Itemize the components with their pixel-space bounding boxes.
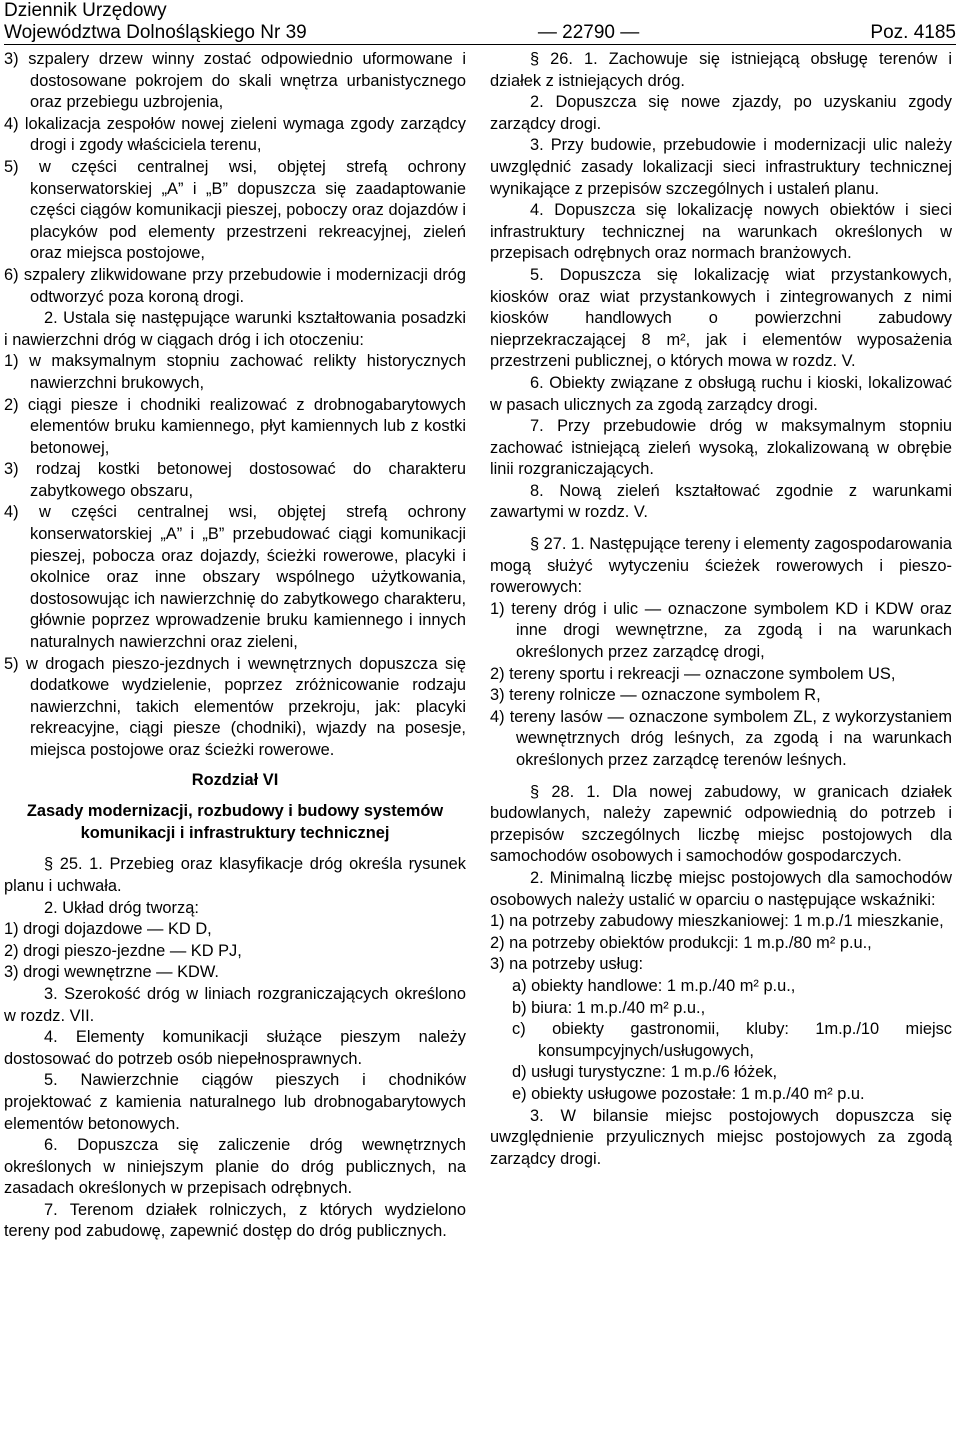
list-item: 2) drogi pieszo-jezdne — KD PJ, <box>4 941 242 960</box>
paragraph: 3. Szerokość dróg w liniach rozgraniczających określono w rozdz. VII. <box>4 984 466 1025</box>
paragraph: 7. Terenom działek rolniczych, z których wydzielono tereny pod zabudowę, zapewnić dostęp do dróg publicznych. <box>4 1200 466 1241</box>
paragraph: 7. Przy przebudowie dróg w maksymalnym stopniu zachować istniejącą zieleń wysoką, zlokalizowaną w obrębie linii rozgraniczających. <box>490 417 952 479</box>
list-item: 4) lokalizacja zespołów nowej zieleni wymaga zgody zarządcy drogi i zgody właściciela terenu, <box>4 114 466 155</box>
list-item: 3) rodzaj kostki betonowej dostosować do charakteru zabytkowego obszaru, <box>4 460 466 500</box>
paragraph: 2. Minimalną liczbę miejsc postojowych dla samochodów osobowych należy ustalić w oparciu o następujące wskaźniki: <box>490 868 952 909</box>
list-item: 5) w drogach pieszo-jezdnych i wewnętrznych dopuszcza się dodatkowe wydzielenie, poprzez zróżnicowanie rodzaju nawierzchni, takich elementów przekroju, jak: placyki rekreacyjne, ciągi piesze (chodniki), wjazdy na posesje, miejsca postojowe oraz ścieżki rowerowe. <box>4 654 466 759</box>
paragraph: 4. Elementy komunikacji służące pieszym należy dostosować do potrzeb osób niepełnosprawnych. <box>4 1028 466 1068</box>
list-item: 5) w części centralnej wsi, objętej strefą ochrony konserwatorskiej „A” i „B” dopuszcza się zaadaptowanie części ciągów komunikacji pieszej, poboczy oraz dojazdów i placyków pod elementy przestrzeni rekreacyjnej, zieleń oraz miejsca postojowe, <box>4 157 466 263</box>
chapter-heading: Rozdział VI <box>191 770 279 789</box>
position-number: Poz. 4185 <box>870 22 956 43</box>
right-column <box>490 49 952 1170</box>
journal-issue: Województwa Dolnośląskiego Nr 39 <box>4 22 307 43</box>
list-item: 3) drogi wewnętrzne — KDW. <box>4 963 219 982</box>
list-item: 4) tereny lasów — oznaczone symbolem ZL, z wykorzystaniem wewnętrznych dróg leśnych, za zgodą i na warunkach określonych przez zarządcę terenów leśnych. <box>490 707 952 769</box>
paragraph: 2. Dopuszcza się nowe zjazdy, po uzyskaniu zgody zarządcy drogi. <box>490 93 952 133</box>
sub-list-item: d) usługi turystyczne: 1 m.p./6 łóżek, <box>512 1063 778 1082</box>
list-item: 4) w części centralnej wsi, objętej strefą ochrony konserwatorskiej „A” i „B” przebudować ciągi komunikacji pieszej, pobocza oraz dojazdy, ścieżki rowerowe, placyki i okolnice oraz inne obszary wspólnego użytkowania, dostosowując ich nawierzchnię do zabytkowego charakteru, głównie poprzez wprowadzenie bruku kamiennego i innych naturalnych nawierzchni oraz zieleni, <box>4 503 466 652</box>
sub-list-item: b) biura: 1 m.p./40 m² p.u., <box>512 998 706 1017</box>
list-item: 1) w maksymalnym stopniu zachować relikty historycznych nawierzchni brukowych, <box>4 352 466 392</box>
header-divider <box>4 44 956 45</box>
left-column <box>4 49 466 1243</box>
sub-list-item: e) obiekty usługowe pozostałe: 1 m.p./40 m² p.u. <box>512 1084 865 1103</box>
paragraph: 6. Obiekty związane z obsługą ruchu i kioski, lokalizować w pasach ulicznych za zgodą zarządcy drogi. <box>490 373 952 414</box>
paragraph: 2. Układ dróg tworzą: <box>44 898 199 917</box>
list-item: 3) szpalery drzew winny zostać odpowiednio uformowane i dostosowane pokrojem do skali wnętrza urbanistycznego oraz przebiegu uzbrojenia, <box>4 50 466 112</box>
section-paragraph: § 26. 1. Zachowuje się istniejącą obsługę terenów i działek z istniejących dróg. <box>490 50 952 90</box>
chapter-title: Zasady modernizacji, rozbudowy i budowy systemów komunikacji i infrastruktury technicznej <box>26 802 444 842</box>
list-item: 1) tereny dróg i ulic — oznaczone symbolem KD i KDW oraz inne drogi wewnętrzne, za zgodą i na warunkach określonych przez zarządcę drogi, <box>490 599 952 662</box>
paragraph: 6. Dopuszcza się zaliczenie dróg wewnętrznych określonych w niniejszym planie do dróg publicznych, na zasadach określonych w przepisach odrębnych. <box>4 1136 466 1198</box>
page-number: — 22790 — <box>537 22 640 43</box>
header-row <box>4 22 956 44</box>
section-paragraph: § 28. 1. Dla nowej zabudowy, w granicach działek budowlanych, należy zapewnić odpowiednią do potrzeb i przepisów szczególnych liczbę miejsc postojowych dla samochodów osobowych i samochodów gospodarczych. <box>490 782 952 866</box>
list-item: 2) na potrzeby obiektów produkcji: 1 m.p./80 m² p.u., <box>490 933 872 952</box>
list-item: 1) drogi dojazdowe — KD D, <box>4 920 212 939</box>
list-item: 3) tereny rolnicze — oznaczone symbolem R, <box>490 686 821 705</box>
paragraph: 4. Dopuszcza się lokalizację nowych obiektów i sieci infrastruktury technicznej na warunkach określonych w przepisach odrębnych oraz normach branżowych. <box>490 201 952 263</box>
paragraph: 5. Dopuszcza się lokalizację wiat przystankowych, kiosków oraz wiat przystankowych i zintegrowanych z nimi kiosków handlowych o powierzchni zabudowy nieprzekraczającej 8 m², jak i elementów wyposażenia przestrzeni publicznej, o których mowa w rozdz. V. <box>490 265 952 371</box>
paragraph: 8. Nową zieleń kształtować zgodnie z warunkami zawartymi w rozdz. V. <box>490 481 952 522</box>
list-item: 3) na potrzeby usług: <box>490 955 644 974</box>
sub-list-item: a) obiekty handlowe: 1 m.p./40 m² p.u., <box>512 976 796 995</box>
page-header <box>4 0 956 44</box>
paragraph: 3. Przy budowie, przebudowie i modernizacji ulic należy uwzględnić zasady lokalizacji sieci infrastruktury technicznej wynikające z przepisów szczególnych i ustaleń planu. <box>490 136 952 198</box>
paragraph: 2. Ustala się następujące warunki kształtowania posadzki i nawierzchni dróg w ciągach dróg i ich otoczeniu: <box>4 309 466 349</box>
sub-list-item: c) obiekty gastronomii, kluby: 1m.p./10 miejsc konsumpcyjnych/usługowych, <box>512 1020 952 1060</box>
list-item: 6) szpalery zlikwidowane przy przebudowie i modernizacji dróg odtworzyć poza koroną drogi. <box>4 265 466 306</box>
section-paragraph: § 27. 1. Następujące tereny i elementy zagospodarowania mogą służyć wytyczeniu ścieżek rowerowych i pieszo-rowerowych: <box>490 535 952 597</box>
list-item: 2) ciągi piesze i chodniki realizować z drobnogabarytowych elementów bruku kamiennego, płyt kamiennych lub z kostki betonowej, <box>4 395 466 457</box>
section-paragraph: § 25. 1. Przebieg oraz klasyfikacje dróg określa rysunek planu i uchwała. <box>4 855 466 895</box>
list-item: 1) na potrzeby zabudowy mieszkaniowej: 1 m.p./1 mieszkanie, <box>490 912 944 931</box>
paragraph: 5. Nawierzchnie ciągów pieszych i chodników projektować z kamienia naturalnego lub drobnogabarytowych elementów betonowych. <box>4 1071 466 1133</box>
paragraph: 3. W bilansie miejsc postojowych dopuszcza się uwzględnienie przyulicznych miejsc postojowych za zgodą zarządcy drogi. <box>490 1106 952 1168</box>
list-item: 2) tereny sportu i rekreacji — oznaczone symbolem US, <box>490 664 896 683</box>
journal-title: Dziennik Urzędowy <box>4 0 167 21</box>
